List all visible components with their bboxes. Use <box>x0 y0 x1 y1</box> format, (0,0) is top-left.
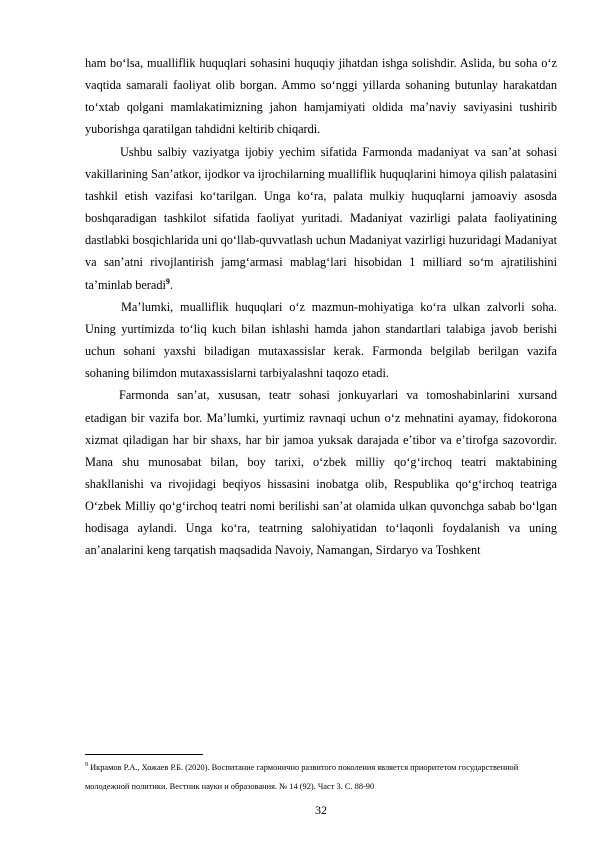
footnote-text: Икрамов Р.А., Хожаев Р.Б. (2020). Воспитание гармонично развитого поколения является приоритетом государственной молодежной политики. Вестник науки и образования. № 14 (92). Част 3. С. 88-90 <box>85 763 519 791</box>
paragraph-2-suffix: . <box>169 277 173 292</box>
page-number: 32 <box>315 803 327 817</box>
footnote-reference[interactable]: 9 <box>165 276 170 286</box>
document-body <box>85 52 557 562</box>
paragraph-2-text: Ushbu salbiy vaziyatga ijobiy yechim sifatida Farmonda madaniyat va sanʼat sohasi vakillarining Sanʼatkor, ijodkor va ijrochilarning mualliflik huquqlarini himoya qilish palatasini tashkil etish vazifasi ko‘tarilgan. Unga ko‘ra, palata mulkiy huquqlarni jamoaviy asosda boshqaradigan tashkilot sifatida faoliyat yuritadi. Madaniyat vazirligi palata faoliyatining dastlabki bosqichlarida uni qo‘llab-quvvatlash uchun Madaniyat vazirligi huzuridagi Madaniyat va sanʼatni rivojlantirish jamg‘armasi mablag‘lari hisobidan 1 milliard so‘m ajratilishini taʼminlab beradi <box>85 144 557 292</box>
footnote-number: 9 <box>85 762 88 769</box>
paragraph-4 <box>85 384 557 561</box>
footnote-divider <box>85 754 203 755</box>
paragraph-4-text: Farmonda sanʼat, xususan, teatr sohasi jonkuyarlari va tomoshabinlarini xursand etadigan bir vazifa bor. Maʼlumki, yurtimiz ravnaqi uchun o‘z mehnatini ayamay, fidokorona xizmat qiladigan har bir shaxs, har bir jamoa yuksak darajada eʼtibor va eʼtirofga sazovordir. Mana shu munosabat bilan, boy tarixi, o‘zbek milliy qo‘g‘irchoq teatri maktabining shakllanishi va rivojidagi beqiyos hissasini inobatga olib, Respublika qo‘g‘irchoq teatriga O‘zbek Milliy qo‘g‘irchoq teatri nomi berilishi sanʼat olamida ulkan quvonchga sabab bo‘lgan hodisaga aylandi. Unga ko‘ra, teatrning salohiyatidan to‘laqonli foydalanish va uning anʼanalarini keng tarqatish maqsadida Navoiy, Namangan, Sirdaryo va Toshkent <box>85 388 557 558</box>
footnote <box>85 758 557 796</box>
paragraph-3 <box>85 296 557 385</box>
paragraph-3-text: Maʼlumki, mualliflik huquqlari o‘z mazmun-mohiyatiga ko‘ra ulkan zalvorli soha. Uning yurtimizda to‘liq kuch bilan ishlashi hamda jahon standartlari talabiga javob berishi uchun sohani yaxshi biladigan mutaxassislar kerak. Farmonda belgilab berilgan vazifa sohaning bilimdon mutaxassislarni tarbiyalashni taqozo etadi. <box>85 299 557 381</box>
paragraph-2 <box>85 141 557 296</box>
paragraph-1-text: ham bo‘lsa, mualliflik huquqlari sohasini huquqiy jihatdan ishga solishdir. Aslida, bu soha o‘z vaqtida samarali faoliyat olib borgan. Ammo so‘nggi yillarda sohaning butunlay harakatdan to‘xtab qolgani mamlakatimizning jahon hamjamiyati oldida maʼnaviy saviyasini tushirib yuborishga qaratilgan tahdidni keltirib chiqardi. <box>85 56 557 137</box>
paragraph-1 <box>85 52 557 141</box>
